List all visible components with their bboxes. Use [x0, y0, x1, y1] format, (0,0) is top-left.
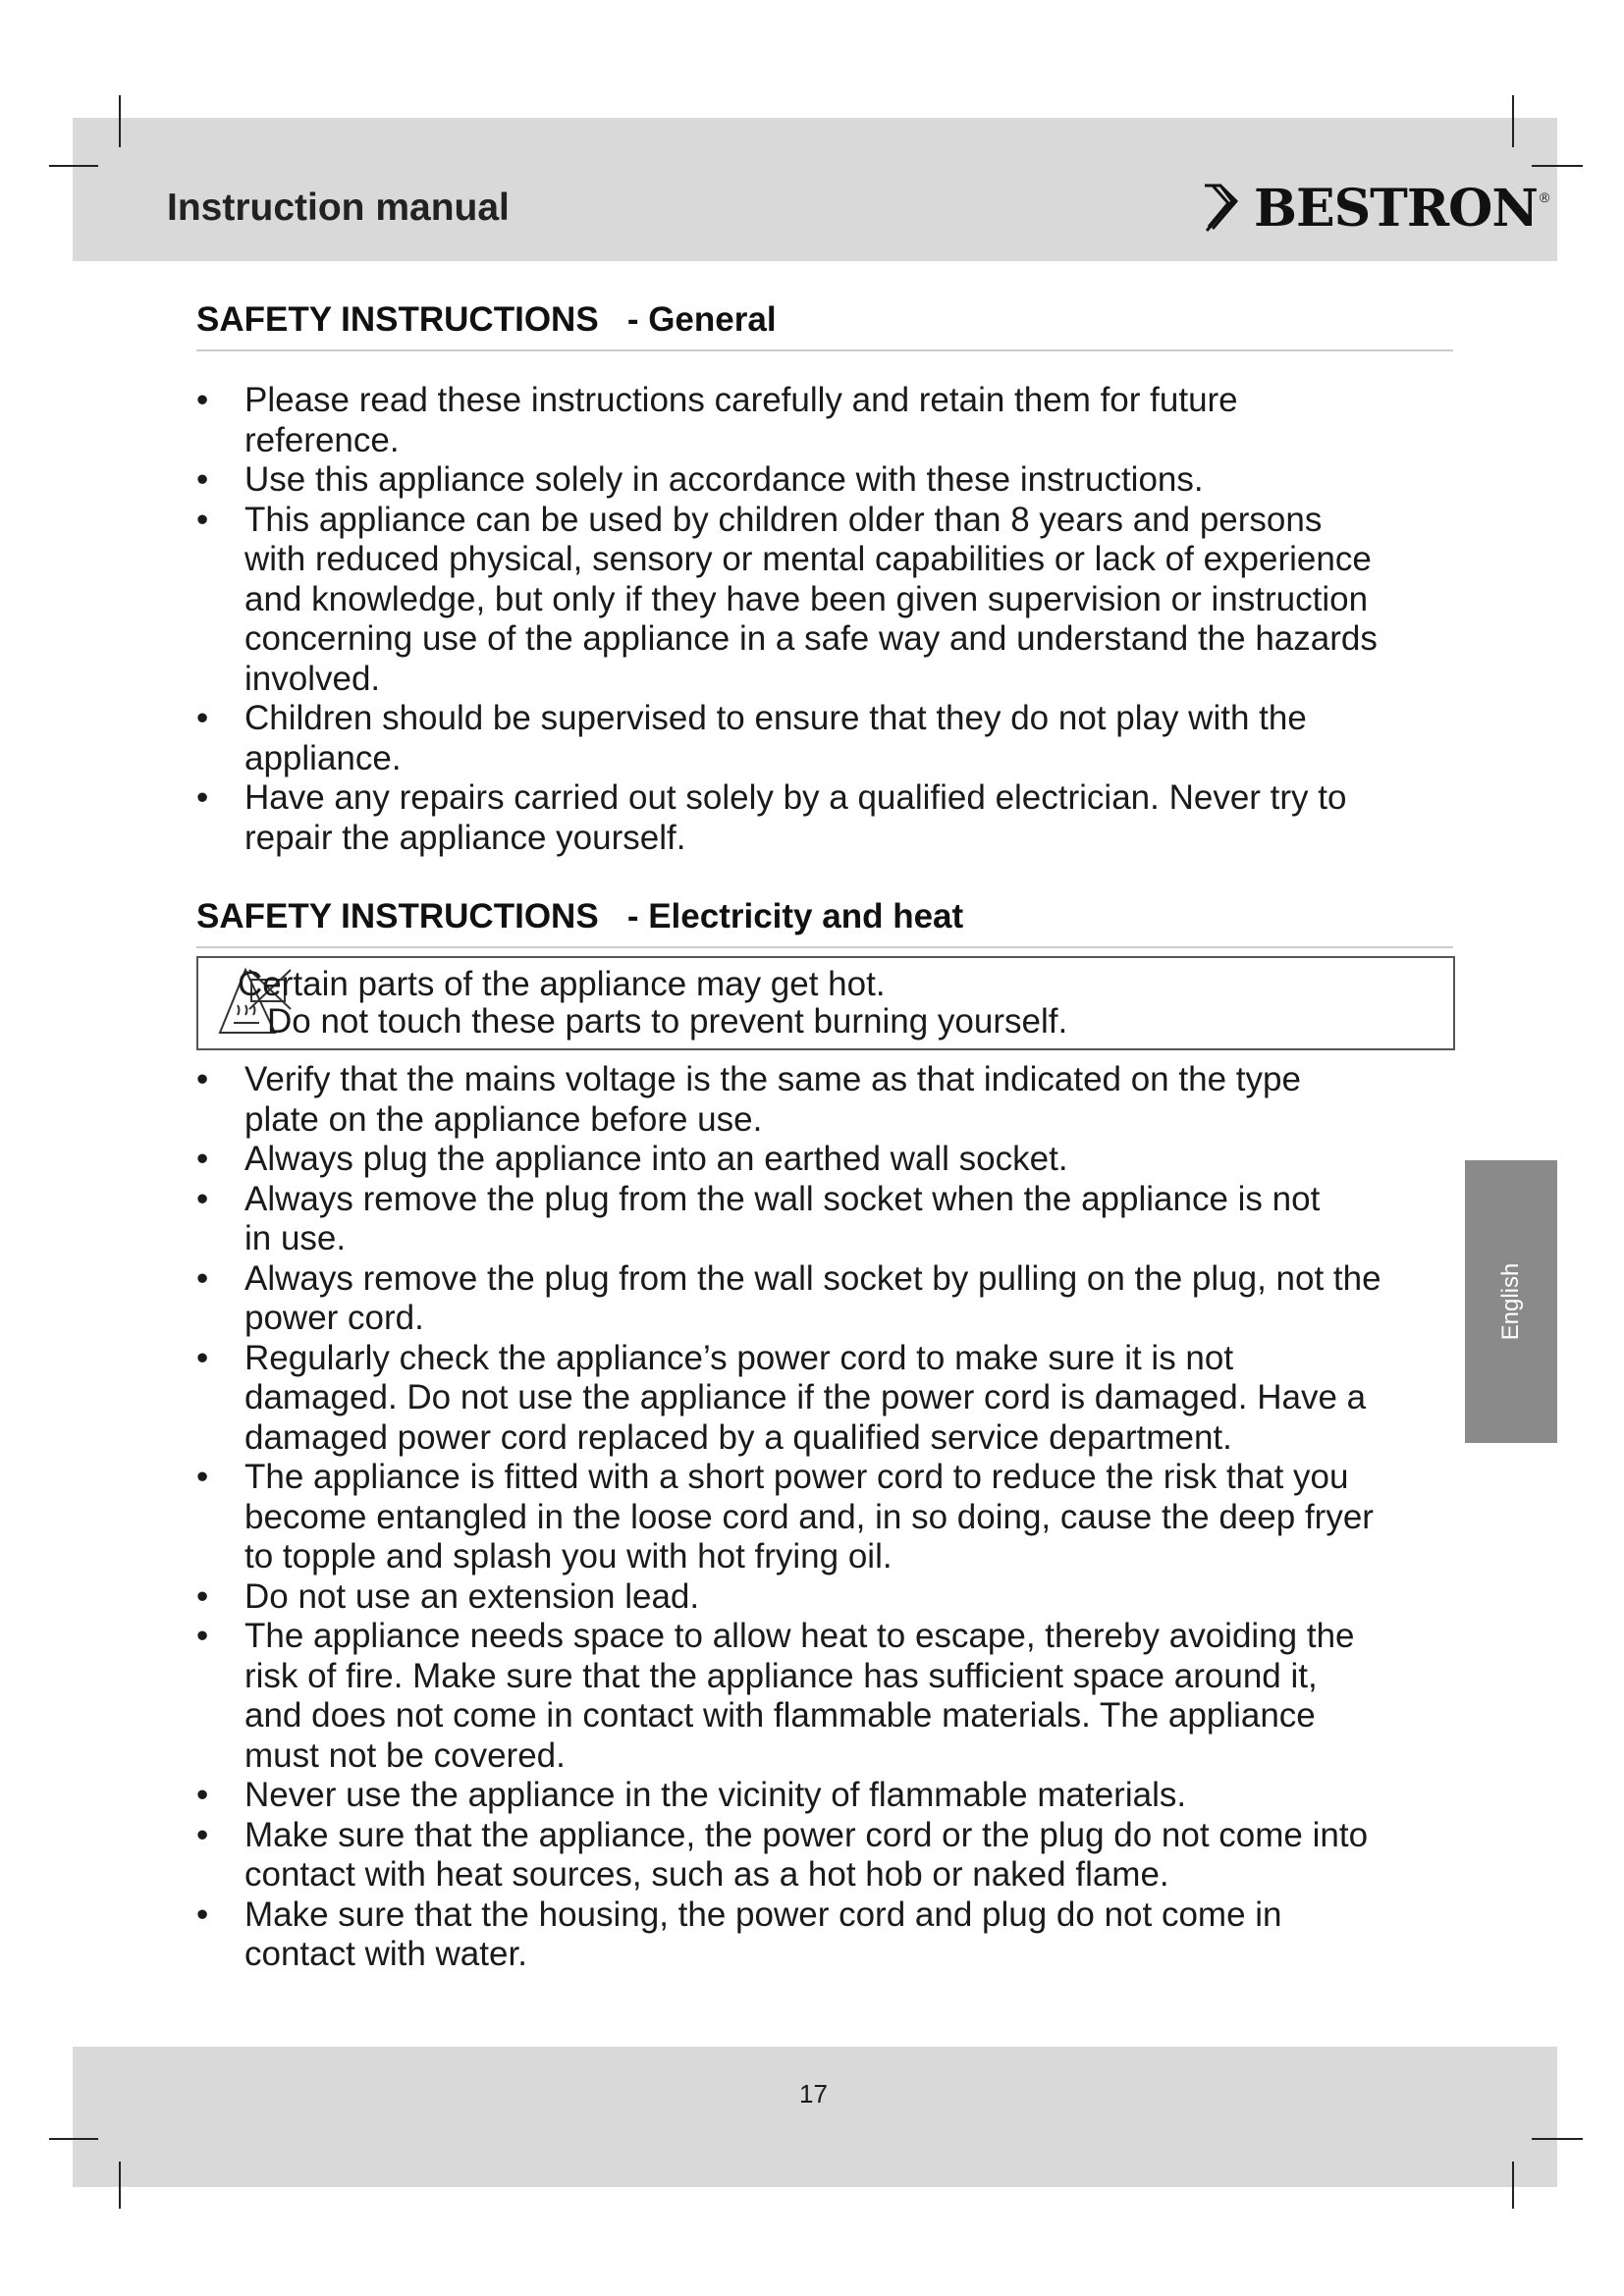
list-item-line: become entangled in the loose cord and, in so doing, cause the deep fryer — [244, 1497, 1374, 1536]
list-item — [196, 1816, 1463, 1896]
list-item-line: must not be covered. — [244, 1735, 566, 1775]
list-item — [196, 460, 1463, 501]
list-item — [196, 381, 1463, 460]
list-item-line: Always remove the plug from the wall socket when the appliance is not — [244, 1179, 1321, 1218]
list-item-line: plate on the appliance before use. — [244, 1099, 763, 1139]
list-item-line: damaged. Do not use the appliance if the power cord is damaged. Have a — [244, 1378, 1367, 1416]
list-item-line: Use this appliance solely in accordance with these instructions. — [244, 460, 1204, 499]
list-item-line: Always plug the appliance into an earthed wall socket. — [244, 1140, 1068, 1178]
list-item-line: Do not use an extension lead. — [244, 1576, 700, 1616]
list-item-line: and knowledge, but only if they have been given supervision or instruction — [244, 579, 1369, 618]
section-heading-general: SAFETY INSTRUCTIONS - General — [196, 300, 777, 339]
bullet-icon: • — [196, 500, 209, 539]
list-item-line: power cord. — [244, 1299, 424, 1337]
list-item-line: contact with heat sources, such as a hot hob or naked flame. — [244, 1855, 1169, 1894]
list-item-line: in use. — [244, 1219, 347, 1257]
list-item — [196, 1140, 1463, 1180]
bullet-icon: • — [196, 1458, 209, 1496]
hot-surface-warning-box — [196, 956, 1455, 1050]
list-item — [196, 699, 1463, 778]
list-item — [196, 1060, 1463, 1140]
list-item-line: Have any repairs carried out solely by a qualified electrician. Never try to — [244, 778, 1347, 817]
list-item-line: appliance. — [244, 738, 402, 777]
list-item-line: Please read these instructions carefully and retain them for future — [244, 381, 1238, 419]
list-item-line: Children should be supervised to ensure that they do not play with the — [244, 699, 1307, 737]
bullet-icon: • — [196, 1576, 209, 1616]
list-item — [196, 1180, 1463, 1259]
list-item-line: damaged power cord replaced by a qualified service department. — [244, 1417, 1232, 1457]
bullet-icon: • — [196, 1815, 209, 1854]
bullet-icon: • — [196, 778, 209, 817]
language-tab-english[interactable] — [1465, 1160, 1557, 1443]
crop-mark — [119, 2162, 121, 2209]
heading-rule — [196, 946, 1453, 948]
list-item-line: This appliance can be used by children older than 8 years and persons — [244, 500, 1323, 539]
bullet-icon: • — [196, 1140, 209, 1178]
bullet-icon: • — [196, 1895, 209, 1934]
bullet-icon: • — [196, 381, 209, 419]
bullet-icon: • — [196, 1776, 209, 1814]
bullet-icon: • — [196, 1338, 209, 1377]
list-item-line: with reduced physical, sensory or mental capabilities or lack of experience — [244, 540, 1372, 578]
list-item-line: Regularly check the appliance’s power cord to make sure it is not — [244, 1338, 1234, 1377]
crop-mark — [1512, 2162, 1514, 2209]
footer-band — [73, 2047, 1557, 2187]
list-item — [196, 778, 1463, 858]
bullet-icon: • — [196, 699, 209, 737]
list-item — [196, 1577, 1463, 1618]
crop-mark — [1532, 165, 1583, 167]
logo-wordmark: BESTRON — [1254, 179, 1538, 239]
list-item — [196, 1617, 1463, 1776]
electricity-safety-list — [196, 1060, 1463, 1975]
warning-line: Certain parts of the appliance may get hot. — [238, 965, 886, 1003]
registered-mark: ® — [1539, 189, 1550, 205]
list-item — [196, 501, 1463, 700]
list-item-line: The appliance is fitted with a short power cord to reduce the risk that you — [244, 1458, 1349, 1496]
heading-rule — [196, 349, 1453, 351]
crop-mark — [1532, 2138, 1583, 2140]
list-item-line: and does not come in contact with flammable materials. The appliance — [244, 1696, 1316, 1735]
list-item-line: Verify that the mains voltage is the same as that indicated on the type — [244, 1060, 1301, 1098]
list-item — [196, 1896, 1463, 1975]
list-item — [196, 1458, 1463, 1577]
bullet-icon: • — [196, 1060, 209, 1098]
crop-mark — [1512, 95, 1514, 147]
list-item-line: to topple and splash you with hot frying oil. — [244, 1537, 893, 1575]
list-item-line: Always remove the plug from the wall socket by pulling on the plug, not the — [244, 1258, 1381, 1298]
manual-title: Instruction manual — [167, 187, 510, 229]
bestron-logo — [1203, 179, 1550, 239]
list-item-line: repair the appliance yourself. — [244, 818, 686, 857]
logo-chevrons-icon — [1203, 182, 1246, 233]
list-item-line: Make sure that the housing, the power cord and plug do not come in — [244, 1895, 1282, 1934]
bullet-icon: • — [196, 1258, 209, 1298]
bullet-icon: • — [196, 1617, 209, 1655]
list-item-line: The appliance needs space to allow heat to escape, thereby avoiding the — [244, 1617, 1355, 1655]
language-tab-label: English — [1497, 1262, 1524, 1341]
bullet-icon: • — [196, 1179, 209, 1218]
crop-mark — [49, 165, 98, 167]
crop-mark — [49, 2138, 98, 2140]
general-safety-list — [196, 381, 1463, 858]
bullet-icon: • — [196, 460, 209, 499]
page-number: 17 — [799, 2079, 828, 2109]
section-heading-electricity: SAFETY INSTRUCTIONS - Electricity and heat — [196, 897, 964, 935]
list-item-line: Make sure that the appliance, the power cord or the plug do not come into — [244, 1815, 1369, 1854]
list-item — [196, 1339, 1463, 1459]
list-item-line: Never use the appliance in the vicinity of flammable materials. — [244, 1776, 1187, 1814]
list-item-line: risk of fire. Make sure that the appliance has sufficient space around it, — [244, 1656, 1318, 1695]
list-item-line: reference. — [244, 420, 400, 459]
crop-mark — [119, 95, 121, 147]
warning-line: Do not touch these parts to prevent burning yourself. — [267, 1002, 1068, 1041]
list-item — [196, 1259, 1463, 1339]
list-item-line: concerning use of the appliance in a safe way and understand the hazards — [244, 619, 1378, 658]
list-item-line: involved. — [244, 659, 381, 698]
list-item — [196, 1776, 1463, 1816]
list-item-line: contact with water. — [244, 1935, 527, 1973]
